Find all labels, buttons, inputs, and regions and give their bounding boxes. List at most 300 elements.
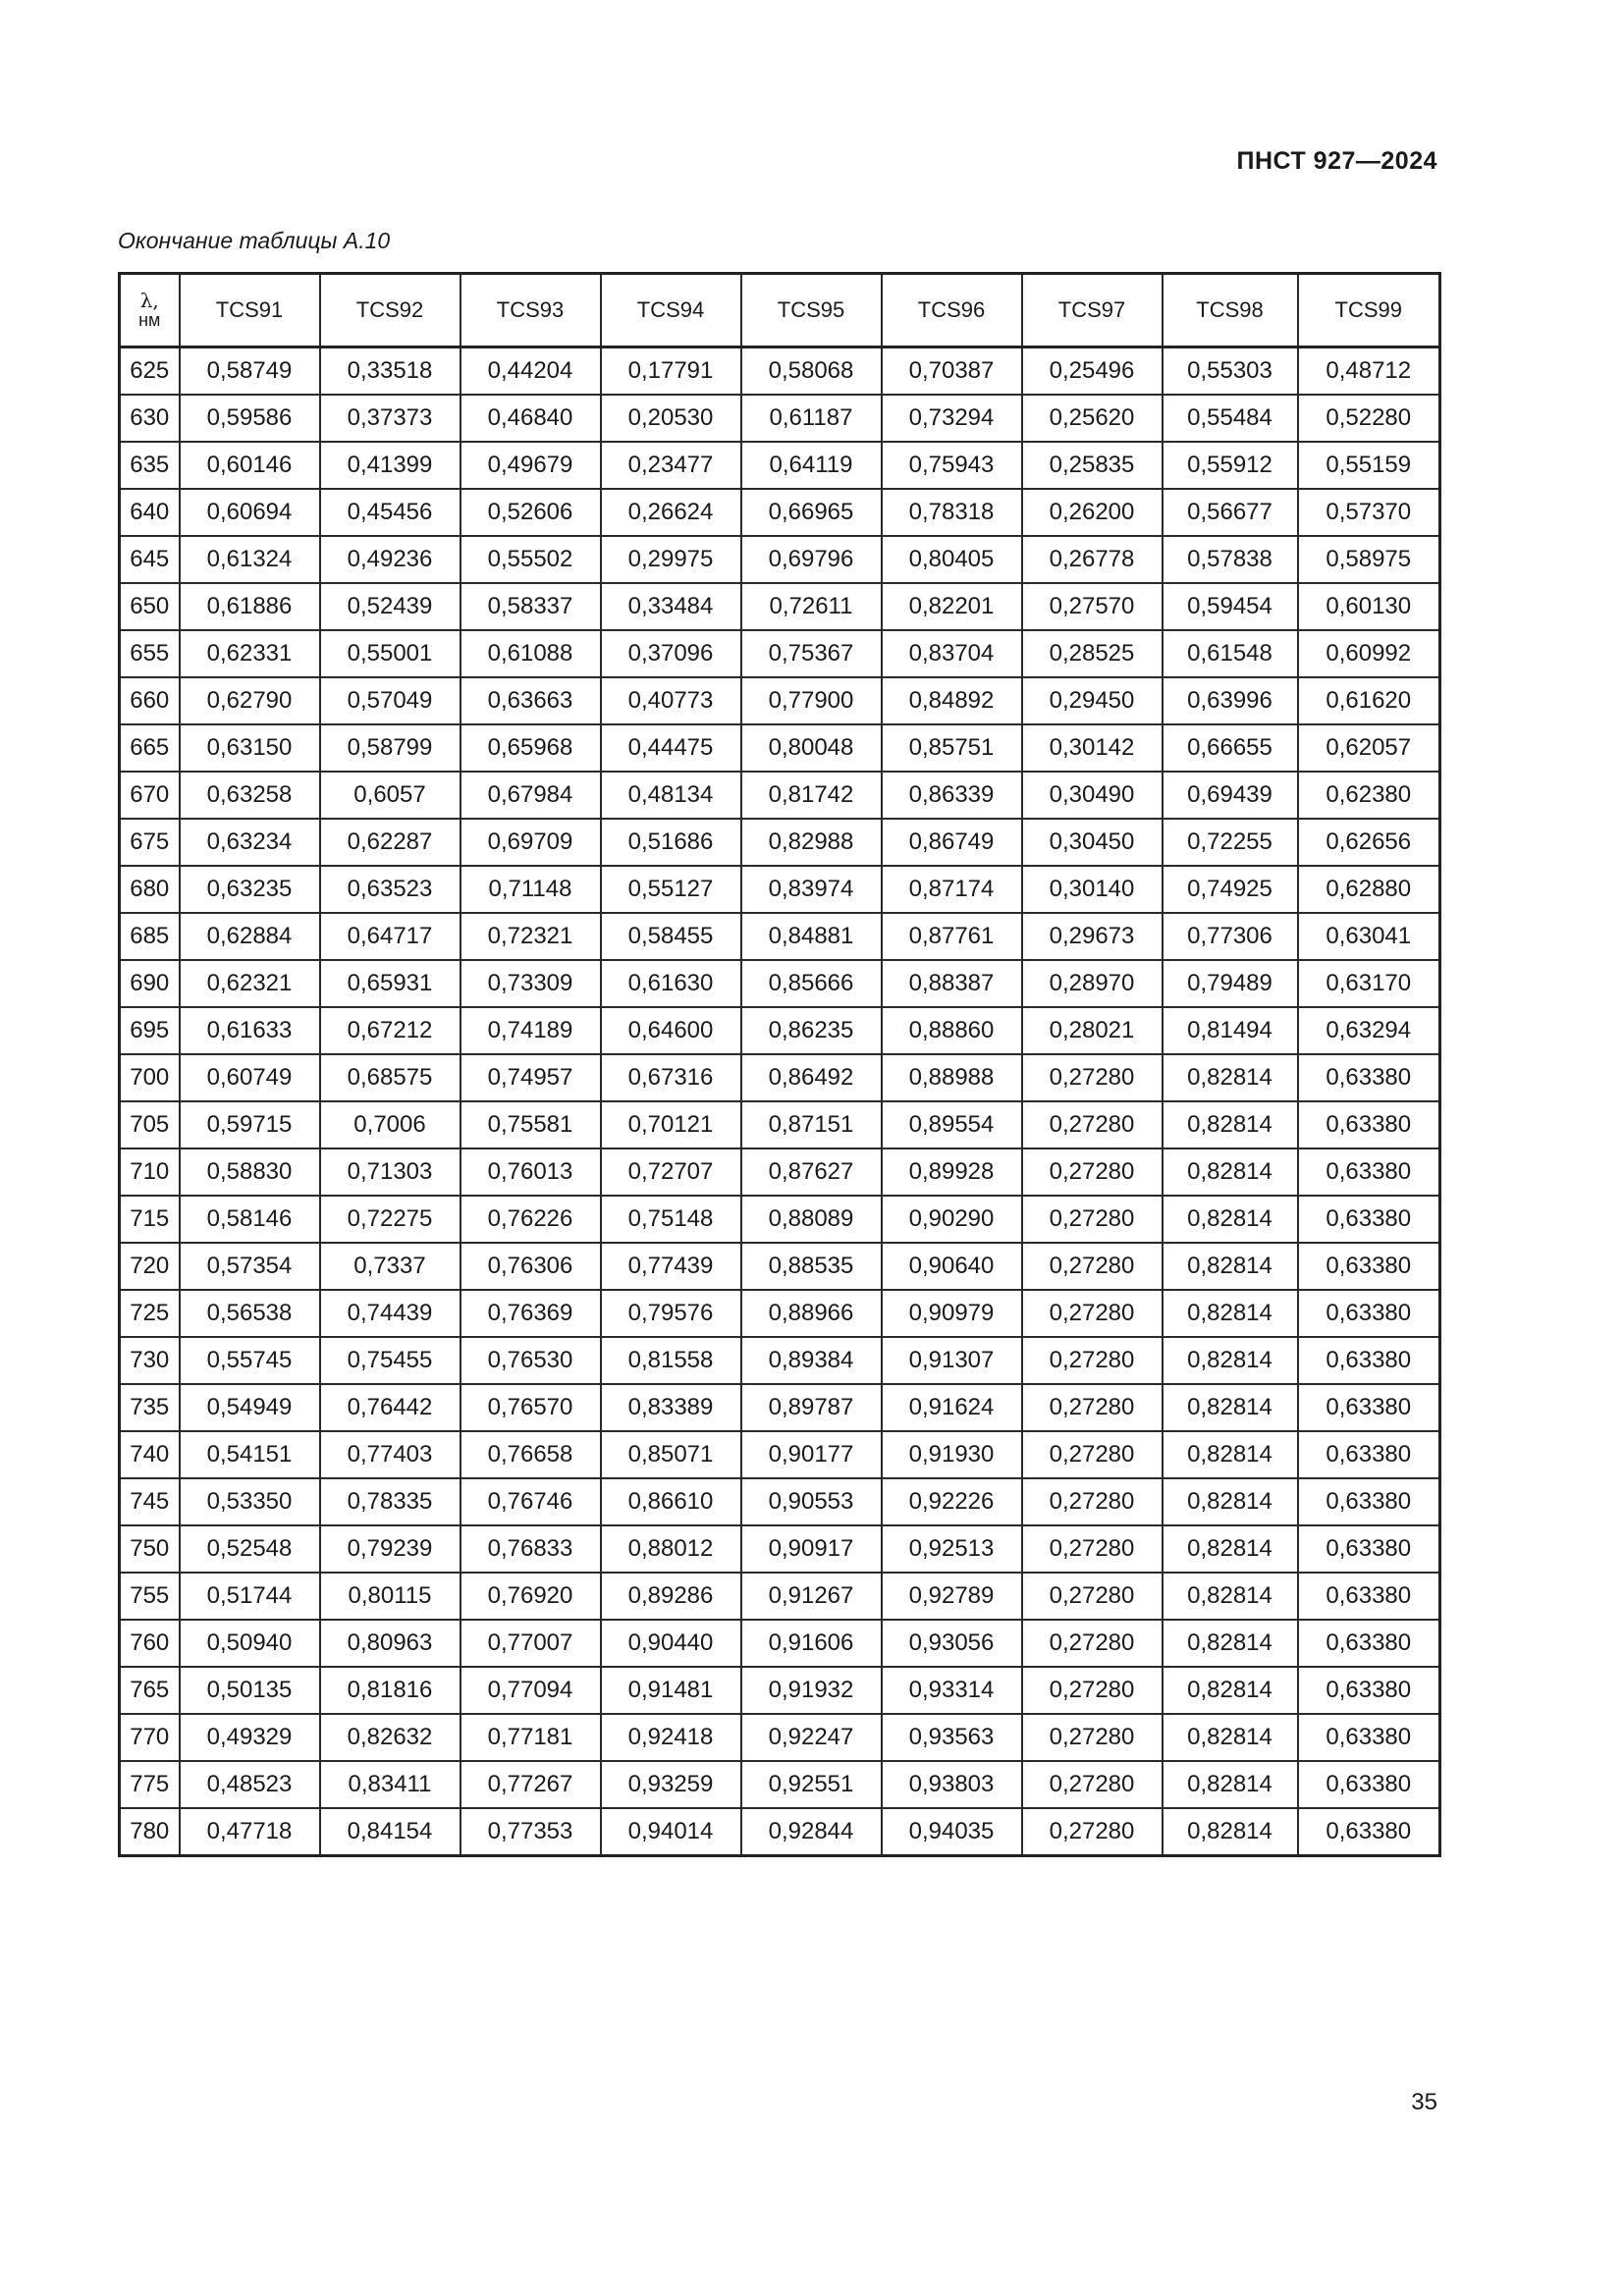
value-cell: 0,82814: [1163, 1761, 1298, 1808]
table-row: [120, 442, 1440, 489]
value-cell: 0,27280: [1022, 1525, 1163, 1573]
value-cell: 0,90290: [882, 1196, 1022, 1243]
value-cell: 0,74189: [460, 1007, 601, 1054]
value-cell: 0,61187: [741, 395, 882, 442]
table-row: [120, 1808, 1440, 1856]
value-cell: 0,64119: [741, 442, 882, 489]
value-cell: 0,17791: [601, 347, 741, 396]
value-cell: 0,90553: [741, 1478, 882, 1525]
value-cell: 0,50135: [180, 1667, 320, 1714]
value-cell: 0,67984: [460, 772, 601, 819]
value-cell: 0,59715: [180, 1101, 320, 1148]
document-code: ПНСТ 927—2024: [1236, 147, 1437, 175]
value-cell: 0,71148: [460, 866, 601, 913]
value-cell: 0,76226: [460, 1196, 601, 1243]
value-cell: 0,93259: [601, 1761, 741, 1808]
value-cell: 0,70121: [601, 1101, 741, 1148]
value-cell: 0,63380: [1298, 1478, 1440, 1525]
value-cell: 0,92513: [882, 1525, 1022, 1573]
table-row: [120, 536, 1440, 583]
value-cell: 0,74439: [320, 1290, 460, 1337]
value-cell: 0,63380: [1298, 1101, 1440, 1148]
value-cell: 0,75581: [460, 1101, 601, 1148]
value-cell: 0,92789: [882, 1573, 1022, 1620]
value-cell: 0,82814: [1163, 1337, 1298, 1384]
wavelength-cell: 735: [120, 1384, 180, 1431]
value-cell: 0,28970: [1022, 960, 1163, 1007]
table-row: [120, 395, 1440, 442]
value-cell: 0,86749: [882, 819, 1022, 866]
table-row: [120, 819, 1440, 866]
value-cell: 0,76746: [460, 1478, 601, 1525]
value-cell: 0,79576: [601, 1290, 741, 1337]
value-cell: 0,86339: [882, 772, 1022, 819]
value-cell: 0,75367: [741, 630, 882, 677]
value-cell: 0,79239: [320, 1525, 460, 1573]
value-cell: 0,81494: [1163, 1007, 1298, 1054]
value-cell: 0,87627: [741, 1148, 882, 1196]
table-row: [120, 772, 1440, 819]
value-cell: 0,82814: [1163, 1525, 1298, 1573]
value-cell: 0,40773: [601, 677, 741, 724]
value-cell: 0,54151: [180, 1431, 320, 1478]
value-cell: 0,26200: [1022, 489, 1163, 536]
value-cell: 0,47718: [180, 1808, 320, 1856]
column-header: TCS95: [741, 274, 882, 347]
value-cell: 0,27280: [1022, 1196, 1163, 1243]
column-header: TCS93: [460, 274, 601, 347]
table-row: [120, 677, 1440, 724]
table-row: [120, 1290, 1440, 1337]
value-cell: 0,82814: [1163, 1384, 1298, 1431]
value-cell: 0,25620: [1022, 395, 1163, 442]
value-cell: 0,75148: [601, 1196, 741, 1243]
value-cell: 0,82814: [1163, 1431, 1298, 1478]
value-cell: 0,77306: [1163, 913, 1298, 960]
value-cell: 0,33518: [320, 347, 460, 396]
value-cell: 0,56677: [1163, 489, 1298, 536]
value-cell: 0,63294: [1298, 1007, 1440, 1054]
value-cell: 0,88089: [741, 1196, 882, 1243]
wavelength-cell: 645: [120, 536, 180, 583]
table-header-row: [120, 274, 1440, 347]
column-header: TCS96: [882, 274, 1022, 347]
value-cell: 0,58068: [741, 347, 882, 396]
value-cell: 0,76570: [460, 1384, 601, 1431]
lambda-symbol: λ,: [139, 289, 159, 313]
value-cell: 0,30140: [1022, 866, 1163, 913]
value-cell: 0,63041: [1298, 913, 1440, 960]
value-cell: 0,82814: [1163, 1667, 1298, 1714]
value-cell: 0,88387: [882, 960, 1022, 1007]
value-cell: 0,80115: [320, 1573, 460, 1620]
table-row: [120, 1337, 1440, 1384]
value-cell: 0,62380: [1298, 772, 1440, 819]
wavelength-cell: 695: [120, 1007, 180, 1054]
value-cell: 0,65931: [320, 960, 460, 1007]
value-cell: 0,63380: [1298, 1337, 1440, 1384]
value-cell: 0,92844: [741, 1808, 882, 1856]
value-cell: 0,93314: [882, 1667, 1022, 1714]
value-cell: 0,72321: [460, 913, 601, 960]
table-caption: Окончание таблицы А.10: [118, 228, 391, 253]
value-cell: 0,81742: [741, 772, 882, 819]
value-cell: 0,92226: [882, 1478, 1022, 1525]
value-cell: 0,71303: [320, 1148, 460, 1196]
value-cell: 0,70387: [882, 347, 1022, 396]
value-cell: 0,25835: [1022, 442, 1163, 489]
value-cell: 0,58455: [601, 913, 741, 960]
value-cell: 0,80405: [882, 536, 1022, 583]
value-cell: 0,63380: [1298, 1290, 1440, 1337]
value-cell: 0,63380: [1298, 1620, 1440, 1667]
wavelength-cell: 680: [120, 866, 180, 913]
value-cell: 0,89928: [882, 1148, 1022, 1196]
value-cell: 0,90640: [882, 1243, 1022, 1290]
value-cell: 0,51744: [180, 1573, 320, 1620]
wavelength-cell: 750: [120, 1525, 180, 1573]
value-cell: 0,77007: [460, 1620, 601, 1667]
value-cell: 0,81558: [601, 1337, 741, 1384]
value-cell: 0,82632: [320, 1714, 460, 1761]
column-header: TCS97: [1022, 274, 1163, 347]
value-cell: 0,92418: [601, 1714, 741, 1761]
value-cell: 0,93803: [882, 1761, 1022, 1808]
value-cell: 0,29975: [601, 536, 741, 583]
value-cell: 0,76920: [460, 1573, 601, 1620]
value-cell: 0,55484: [1163, 395, 1298, 442]
column-header-wavelength: [120, 274, 180, 347]
value-cell: 0,27280: [1022, 1054, 1163, 1101]
value-cell: 0,61886: [180, 583, 320, 630]
value-cell: 0,64717: [320, 913, 460, 960]
value-cell: 0,76369: [460, 1290, 601, 1337]
value-cell: 0,82814: [1163, 1808, 1298, 1856]
value-cell: 0,27280: [1022, 1101, 1163, 1148]
table-row: [120, 724, 1440, 772]
value-cell: 0,90917: [741, 1525, 882, 1573]
table-row: [120, 1761, 1440, 1808]
value-cell: 0,27280: [1022, 1431, 1163, 1478]
value-cell: 0,91307: [882, 1337, 1022, 1384]
value-cell: 0,27280: [1022, 1808, 1163, 1856]
table-row: [120, 1714, 1440, 1761]
value-cell: 0,58146: [180, 1196, 320, 1243]
value-cell: 0,78318: [882, 489, 1022, 536]
wavelength-cell: 710: [120, 1148, 180, 1196]
table-row: [120, 1525, 1440, 1573]
wavelength-cell: 625: [120, 347, 180, 396]
value-cell: 0,27280: [1022, 1761, 1163, 1808]
value-cell: 0,7337: [320, 1243, 460, 1290]
value-cell: 0,60130: [1298, 583, 1440, 630]
wavelength-cell: 630: [120, 395, 180, 442]
value-cell: 0,82201: [882, 583, 1022, 630]
value-cell: 0,63380: [1298, 1148, 1440, 1196]
value-cell: 0,88535: [741, 1243, 882, 1290]
value-cell: 0,90440: [601, 1620, 741, 1667]
value-cell: 0,88860: [882, 1007, 1022, 1054]
value-cell: 0,60749: [180, 1054, 320, 1101]
value-cell: 0,77439: [601, 1243, 741, 1290]
value-cell: 0,26778: [1022, 536, 1163, 583]
value-cell: 0,48134: [601, 772, 741, 819]
value-cell: 0,26624: [601, 489, 741, 536]
value-cell: 0,82814: [1163, 1101, 1298, 1148]
column-header: TCS94: [601, 274, 741, 347]
value-cell: 0,55912: [1163, 442, 1298, 489]
table-body: [120, 347, 1440, 1856]
value-cell: 0,52280: [1298, 395, 1440, 442]
value-cell: 0,76442: [320, 1384, 460, 1431]
column-header: TCS92: [320, 274, 460, 347]
value-cell: 0,87761: [882, 913, 1022, 960]
value-cell: 0,82814: [1163, 1290, 1298, 1337]
wavelength-cell: 765: [120, 1667, 180, 1714]
value-cell: 0,93563: [882, 1714, 1022, 1761]
value-cell: 0,63380: [1298, 1384, 1440, 1431]
wavelength-cell: 755: [120, 1573, 180, 1620]
wavelength-cell: 665: [120, 724, 180, 772]
value-cell: 0,82814: [1163, 1573, 1298, 1620]
value-cell: 0,68575: [320, 1054, 460, 1101]
wavelength-cell: 705: [120, 1101, 180, 1148]
value-cell: 0,83704: [882, 630, 1022, 677]
value-cell: 0,58799: [320, 724, 460, 772]
value-cell: 0,61324: [180, 536, 320, 583]
value-cell: 0,57370: [1298, 489, 1440, 536]
value-cell: 0,58975: [1298, 536, 1440, 583]
value-cell: 0,29450: [1022, 677, 1163, 724]
table-row: [120, 913, 1440, 960]
value-cell: 0,65968: [460, 724, 601, 772]
value-cell: 0,76013: [460, 1148, 601, 1196]
table-row: [120, 583, 1440, 630]
value-cell: 0,63170: [1298, 960, 1440, 1007]
value-cell: 0,93056: [882, 1620, 1022, 1667]
value-cell: 0,63234: [180, 819, 320, 866]
column-header: TCS98: [1163, 274, 1298, 347]
value-cell: 0,27280: [1022, 1243, 1163, 1290]
wavelength-cell: 740: [120, 1431, 180, 1478]
value-cell: 0,94035: [882, 1808, 1022, 1856]
value-cell: 0,63380: [1298, 1667, 1440, 1714]
value-cell: 0,63258: [180, 772, 320, 819]
value-cell: 0,77353: [460, 1808, 601, 1856]
value-cell: 0,89554: [882, 1101, 1022, 1148]
value-cell: 0,80963: [320, 1620, 460, 1667]
value-cell: 0,90979: [882, 1290, 1022, 1337]
value-cell: 0,55502: [460, 536, 601, 583]
value-cell: 0,91606: [741, 1620, 882, 1667]
value-cell: 0,73294: [882, 395, 1022, 442]
value-cell: 0,63380: [1298, 1054, 1440, 1101]
value-cell: 0,67212: [320, 1007, 460, 1054]
value-cell: 0,85071: [601, 1431, 741, 1478]
value-cell: 0,45456: [320, 489, 460, 536]
value-cell: 0,76530: [460, 1337, 601, 1384]
value-cell: 0,77181: [460, 1714, 601, 1761]
value-cell: 0,91267: [741, 1573, 882, 1620]
value-cell: 0,63996: [1163, 677, 1298, 724]
value-cell: 0,59586: [180, 395, 320, 442]
data-table: [118, 272, 1441, 1857]
value-cell: 0,63380: [1298, 1243, 1440, 1290]
value-cell: 0,63380: [1298, 1573, 1440, 1620]
value-cell: 0,30490: [1022, 772, 1163, 819]
value-cell: 0,80048: [741, 724, 882, 772]
wavelength-cell: 660: [120, 677, 180, 724]
value-cell: 0,27280: [1022, 1478, 1163, 1525]
value-cell: 0,28021: [1022, 1007, 1163, 1054]
value-cell: 0,82814: [1163, 1478, 1298, 1525]
value-cell: 0,27280: [1022, 1714, 1163, 1761]
value-cell: 0,82814: [1163, 1620, 1298, 1667]
value-cell: 0,57838: [1163, 536, 1298, 583]
value-cell: 0,82814: [1163, 1054, 1298, 1101]
value-cell: 0,84892: [882, 677, 1022, 724]
value-cell: 0,27280: [1022, 1148, 1163, 1196]
value-cell: 0,58830: [180, 1148, 320, 1196]
value-cell: 0,83389: [601, 1384, 741, 1431]
value-cell: 0,63380: [1298, 1761, 1440, 1808]
value-cell: 0,64600: [601, 1007, 741, 1054]
value-cell: 0,44204: [460, 347, 601, 396]
value-cell: 0,61630: [601, 960, 741, 1007]
value-cell: 0,94014: [601, 1808, 741, 1856]
value-cell: 0,88988: [882, 1054, 1022, 1101]
value-cell: 0,53350: [180, 1478, 320, 1525]
table-row: [120, 630, 1440, 677]
value-cell: 0,90177: [741, 1431, 882, 1478]
table-row: [120, 960, 1440, 1007]
wavelength-cell: 715: [120, 1196, 180, 1243]
value-cell: 0,89384: [741, 1337, 882, 1384]
table-row: [120, 866, 1440, 913]
value-cell: 0,91624: [882, 1384, 1022, 1431]
value-cell: 0,72275: [320, 1196, 460, 1243]
value-cell: 0,41399: [320, 442, 460, 489]
table-row: [120, 347, 1440, 396]
value-cell: 0,59454: [1163, 583, 1298, 630]
value-cell: 0,73309: [460, 960, 601, 1007]
value-cell: 0,55001: [320, 630, 460, 677]
wavelength-cell: 675: [120, 819, 180, 866]
value-cell: 0,27280: [1022, 1384, 1163, 1431]
value-cell: 0,62884: [180, 913, 320, 960]
value-cell: 0,63663: [460, 677, 601, 724]
page-number: 35: [1411, 2089, 1437, 2115]
value-cell: 0,86610: [601, 1478, 741, 1525]
value-cell: 0,30142: [1022, 724, 1163, 772]
value-cell: 0,33484: [601, 583, 741, 630]
value-cell: 0,55303: [1163, 347, 1298, 396]
value-cell: 0,76833: [460, 1525, 601, 1573]
wavelength-cell: 670: [120, 772, 180, 819]
wavelength-cell: 690: [120, 960, 180, 1007]
value-cell: 0,55745: [180, 1337, 320, 1384]
table-row: [120, 1573, 1440, 1620]
column-header: TCS91: [180, 274, 320, 347]
value-cell: 0,57049: [320, 677, 460, 724]
value-cell: 0,63380: [1298, 1808, 1440, 1856]
wavelength-cell: 655: [120, 630, 180, 677]
value-cell: 0,66655: [1163, 724, 1298, 772]
value-cell: 0,52606: [460, 489, 601, 536]
value-cell: 0,82814: [1163, 1714, 1298, 1761]
value-cell: 0,56538: [180, 1290, 320, 1337]
value-cell: 0,74957: [460, 1054, 601, 1101]
value-cell: 0,61633: [180, 1007, 320, 1054]
value-cell: 0,83974: [741, 866, 882, 913]
table-row: [120, 1478, 1440, 1525]
value-cell: 0,61620: [1298, 677, 1440, 724]
value-cell: 0,87151: [741, 1101, 882, 1148]
value-cell: 0,28525: [1022, 630, 1163, 677]
value-cell: 0,6057: [320, 772, 460, 819]
value-cell: 0,75455: [320, 1337, 460, 1384]
value-cell: 0,63380: [1298, 1196, 1440, 1243]
value-cell: 0,69439: [1163, 772, 1298, 819]
value-cell: 0,88966: [741, 1290, 882, 1337]
value-cell: 0,77403: [320, 1431, 460, 1478]
value-cell: 0,27280: [1022, 1620, 1163, 1667]
value-cell: 0,86492: [741, 1054, 882, 1101]
value-cell: 0,25496: [1022, 347, 1163, 396]
table-row: [120, 1148, 1440, 1196]
value-cell: 0,49329: [180, 1714, 320, 1761]
value-cell: 0,20530: [601, 395, 741, 442]
wavelength-cell: 775: [120, 1761, 180, 1808]
value-cell: 0,85751: [882, 724, 1022, 772]
value-cell: 0,84881: [741, 913, 882, 960]
value-cell: 0,89286: [601, 1573, 741, 1620]
wavelength-cell: 685: [120, 913, 180, 960]
wavelength-cell: 730: [120, 1337, 180, 1384]
value-cell: 0,50940: [180, 1620, 320, 1667]
value-cell: 0,88012: [601, 1525, 741, 1573]
value-cell: 0,55159: [1298, 442, 1440, 489]
value-cell: 0,66965: [741, 489, 882, 536]
value-cell: 0,44475: [601, 724, 741, 772]
value-cell: 0,79489: [1163, 960, 1298, 1007]
value-cell: 0,27570: [1022, 583, 1163, 630]
value-cell: 0,72707: [601, 1148, 741, 1196]
value-cell: 0,69796: [741, 536, 882, 583]
wavelength-cell: 770: [120, 1714, 180, 1761]
value-cell: 0,48712: [1298, 347, 1440, 396]
wavelength-cell: 635: [120, 442, 180, 489]
value-cell: 0,60992: [1298, 630, 1440, 677]
value-cell: 0,85666: [741, 960, 882, 1007]
value-cell: 0,63380: [1298, 1431, 1440, 1478]
value-cell: 0,27280: [1022, 1290, 1163, 1337]
value-cell: 0,82814: [1163, 1148, 1298, 1196]
value-cell: 0,92247: [741, 1714, 882, 1761]
value-cell: 0,7006: [320, 1101, 460, 1148]
value-cell: 0,63150: [180, 724, 320, 772]
wavelength-cell: 700: [120, 1054, 180, 1101]
value-cell: 0,60694: [180, 489, 320, 536]
table-row: [120, 489, 1440, 536]
value-cell: 0,57354: [180, 1243, 320, 1290]
value-cell: 0,62057: [1298, 724, 1440, 772]
wavelength-cell: 720: [120, 1243, 180, 1290]
value-cell: 0,27280: [1022, 1573, 1163, 1620]
value-cell: 0,87174: [882, 866, 1022, 913]
value-cell: 0,91930: [882, 1431, 1022, 1478]
value-cell: 0,63380: [1298, 1525, 1440, 1573]
